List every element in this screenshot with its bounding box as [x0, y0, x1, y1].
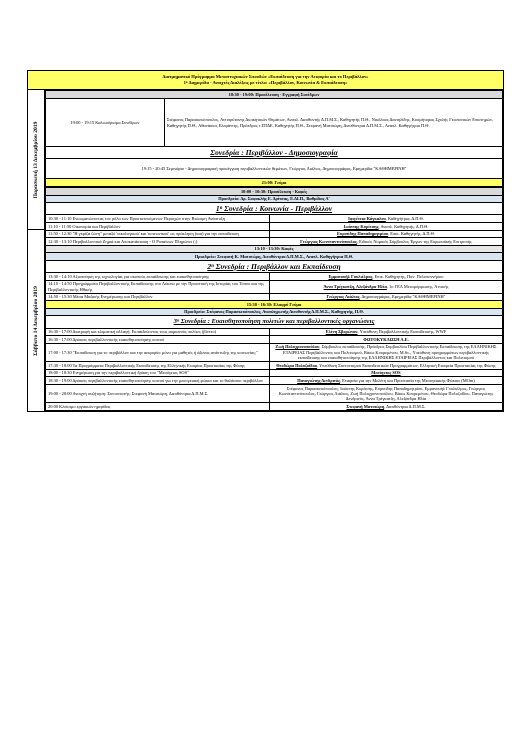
lunch-row: 15:30 - 16:30: Ελαφρύ Γεύμα [46, 301, 503, 309]
talk-speaker: Μεσόγειος SOS [269, 369, 502, 377]
talk-title: 20:00 Κλείσιμο εργασιών ημερίδας [46, 403, 270, 411]
talk-speaker: Θεοδώρα Πολυζοΐδου, Υπεύθυνη Συντονισμού Εκπαιδευτικών Προγραμμάτων, Ελληνική Εταιρεία Προστασίας της Φύσης [269, 362, 502, 370]
talk-speaker: Γεώργιος Λιάλιος, Δημοσιογράφος, Εφημερίδα "ΚΑΘΗΜΕΡΙΝΗ" [269, 293, 502, 301]
talk-title: 10:30 - 11:10 Ενσωματώνοντας τον ρόλο των Προστατευόμενων Περιοχών στην Βιώσιμη Ανάπτυξη [46, 215, 270, 223]
talk-row [46, 362, 503, 370]
talk-title: 16:30 - 17:00 Διατροφή και κλιματική αλλαγή: Εκπαιδεύοντας τους αυριανούς πολίτες (βίντεο) [46, 328, 270, 336]
chair-row-1: Προεδρείο: Δρ. Σοφοκλής Ε. Δρίτσας, Ε.ΔΙ.Π., Βαθμίδας Α' [46, 195, 503, 203]
talk-speaker: Στέφανος Παρασκευόπουλος, Ιωάννης Κυρίτσης, Ευριπίδης Παπαδημητρίου, Εμμανουήλ Γουλιέλμος, Γεώργιος Κωνσταντινόπουλος, Γεώργιος Λιάλιος, Ζωή Πολυχρονοπούλου, Βάσω Κουρεμένου, Θεοδώρα Πολυζοΐδου, Παναγιώτης Δενδρινός, Άννα Τρέγκατζη, Αλεξάνδρα Ηλία [269, 385, 502, 403]
program-header [27, 70, 504, 90]
talk-speaker: Στεφανή Ματσιώρη, Διευθύντρια Δ.Π.Μ.Σ. [269, 403, 502, 411]
header-subtitle: 1ⁿ Διημερίδα - Ανοιχτές Διαλέξεις με τίτλο: «Περιβάλλον, Κοινωνία & Εκπαίδευση» [183, 80, 348, 86]
talk-title: 17:30 - 18:00 Τα Προγράμματα Περιβαλλοντικής Εκπαίδευσης της Ελληνικής Εταιρίας Προστασίας της Φύσης [46, 362, 270, 370]
coffee-row: 13:10 - 13:30: Καφές [46, 245, 503, 253]
chair-row-2: Προεδρείο: Στεφανή Κ. Ματσιώρη, Διευθύντρια Δ.Π.Μ.Σ., Αναπλ. Καθηγήτρια Π.Θ. [46, 253, 503, 261]
talk-speaker: Ιφιγένεια Κάγκαλου, Καθηγήτρια, Δ.Π.Θ. [269, 215, 502, 223]
day-label-friday: Παρασκευή 13 Δεκεμβρίου 2019 [33, 121, 39, 199]
talk-row [46, 385, 503, 403]
dinner-row: 21:00: Γεύμα [46, 179, 503, 187]
talk-title: 11:50 - 12:30 "Η γκρίζα ζώνη" μεταξύ 'οικολογικού' και 'κοινωνικού' ως πρόκληση (και) για την εκπαίδευση [46, 230, 270, 238]
talk-row [46, 293, 503, 301]
talk-row [46, 230, 503, 238]
session-title-3: 3ⁿ Συνεδρία : Ευαισθητοποίηση πολιτών και περιβαλλοντικές οργανώσεις [46, 316, 503, 328]
day-label-saturday: Σάββατο 14 Δεκεμβρίου 2019 [33, 285, 39, 356]
talk-row [46, 222, 503, 230]
welcome-speakers: Στέφανος Παρασκευόπουλος, Αντιπρύτανης Διοικητικών Θεμάτων, Αναπλ. Διευθυντής Δ.Π.Μ.Σ., Καθηγητής Π.Θ., Νικόλαος Δανιηλίδης, Κοσμήτορας Σχολής Γεωπονικών Επιστημών, Καθηγητής Π.Θ., Αθανάσιος Ελεφάντης, Πρόεδρος τ.ΠΤΔΕ, Καθηγητής Π.Θ., Στεφανή Ματσιώρη, Διευθύντρια Δ.Π.Μ.Σ., Αναπλ. Καθηγήτρια Π.Θ. [164, 99, 502, 147]
talk-title: 12:30 - 13:10 Περιβαλλοντικά Ζημιά και Αποκατάσταση - Ο Ρυπαίνων Πληρώνει (;) [46, 238, 270, 246]
talk-speaker: ΦΩΤΟΚΥΚΛΩΣΗ Α.Ε. [269, 336, 502, 344]
talk-title: 14:50 - 15:30 Μέσα Μαζικής Ενημέρωσης και Περιβάλλον [46, 293, 270, 301]
welcome-title: 19:00 - 19:15 Καλωσόρισμα Συνέδρων [46, 99, 165, 147]
talk-title: 17:00 - 17:30 "Εκπαίδευση για το περιβάλλον και την αειφορία: μόνο για μαθητές ή άξονας ανάπτυξης της κοινωνίας;" [46, 343, 270, 361]
day2-table [45, 187, 503, 411]
talk-title: 14:10 - 14:50 Προγράμματα Περιβαλλοντικής Εκπαίδευσης στο Λύκειο με την Προοπτική της Ιστορίας του Τόπου και της Περιβαλλοντικής Ηθικής [46, 280, 270, 293]
header-title: Διατμηματικό Πρόγραμμα Μεταπτυχιακών Σπουδών «Εκπαίδευση για την Αειφορία και το Περιβάλλον» [162, 74, 369, 79]
talk-row [46, 273, 503, 281]
chair-row-3: Προεδρείο: Στέφανος Παρασκευόπουλος, Αναπληρωτής Διευθυντής Δ.Π.Μ.Σ., Καθηγητής, Π.Θ. [46, 308, 503, 316]
talk-row [46, 336, 503, 344]
talk-row [46, 369, 503, 377]
talk-row [46, 328, 503, 336]
welcome-row [46, 99, 503, 147]
session-title-journalism: Συνεδρία : Περιβάλλον - Δημοσιογραφία [46, 147, 503, 159]
talk-row [46, 377, 503, 385]
session-title-1: 1ⁿ Συνεδρία : Κοινωνία - Περιβάλλον [46, 203, 503, 215]
talk-title: 18:30 - 19:00 Δράσεις περιβαλλοντικής ευαισθητοποίησης κοινού για την μεσογειακή φώκια και το θαλάσσιο περιβάλλον [46, 377, 270, 385]
talk-speaker: Ευριπίδης Παπαδημητρίου, Επικ. Καθηγητής, Δ.Π.Θ. [269, 230, 502, 238]
program-content [45, 90, 503, 411]
day-cell-saturday [28, 230, 44, 411]
talk-speaker: Γεώργιος Κωνσταντινόπουλος, Ειδικός Νομικός Σύμβουλος Έργων της Ευρωπαϊκής Επιτροπής [269, 238, 502, 246]
talk-title: 13:30 - 14:10 Αξιοποίηση της τεχνολογίας για σκοπούς εκπαίδευσης και ευαισθητοποίησης [46, 273, 270, 281]
talk-title: 18:00 - 18:30 Ενημέρωση για την περιβαλλοντική δράση του "Μεσόγειος SOS" [46, 369, 270, 377]
registration-row: 18:30 - 19:00: Προσέλευση - Εγγραφή Συνέδρων [46, 91, 503, 99]
talk-row [46, 343, 503, 361]
day-column [28, 90, 45, 411]
talk-speaker: Ιωάννης Κυρίτσης, Αναπλ. Καθηγητής, Δ.Π.Θ. [269, 222, 502, 230]
talk-speaker: Ζωή Πολυχρονοπούλου, Σύμβουλος εκπαίδευσης, Πρόεδρος Συμβουλίου Περιβαλλοντικής Εκπαίδευσης της ΕΛΛΗΝΙΚΗΣ ΕΤΑΙΡΕΙΑΣ Περιβάλλοντος και Πολιτισμού, Βάσω Κουρεμένου, M.Sc., Υπεύθυνη προγραμμάτων περιβαλλοντικής εκπαίδευσης και ευαισθητοποίησης της ΕΛΛΗΝΙΚΗΣ ΕΤΑΙΡΕΙΑΣ Περιβάλλοντος και Πολιτισμού [269, 343, 502, 361]
talk-speaker: Άννα Τρέγκατζη, Αλεξάνδρα Ηλία, 1ο ΓΕΛ Μεταμόρφωσης, Αττικής [269, 280, 502, 293]
talk-title: 19:00 - 20:00 Ανοιχτή συζήτηση: Συντονιστής: Στεφανή Ματσιώρη, Διευθύντρια Δ.Π.Μ.Σ. [46, 385, 270, 403]
day1-table [45, 90, 503, 187]
seminar-row: 19:15 - 20:45 Σεμινάριο - Δημοσιογραφική προσέγγιση περιβαλλοντικών θεμάτων, Γεώργιος Λιάλιος, Δημοσιογράφος, Εφημερίδα "ΚΑΘΗΜΕΡΙΝΗ" [46, 159, 503, 179]
arrival-row: 10:00 - 10:30: Προσέλευση - Καφές [46, 187, 503, 195]
talk-speaker: Παναγιώτης Δενδρινός, Εταιρεία για την Μελέτη και Προστασία της Μεσογειακής Φώκιας (ΜΟm) [269, 377, 502, 385]
talk-speaker: Ελένη Σβορώνου, Υπεύθυνη Περιβαλλοντικής Εκπαίδευσης, WWF [269, 328, 502, 336]
talk-row [46, 238, 503, 246]
talk-row [46, 280, 503, 293]
program-body [27, 90, 504, 412]
talk-speaker: Εμμανουήλ Γουλιέλμος, Επικ. Καθηγητής, Παν. Πελοποννήσου [269, 273, 502, 281]
session-title-2: 2ⁿ Συνεδρία : Περιβάλλον και Εκπαίδευση [46, 260, 503, 272]
talk-row [46, 215, 503, 223]
talk-row [46, 403, 503, 411]
day-cell-friday [28, 90, 44, 230]
program-page [27, 70, 504, 412]
talk-title: 11:10 - 11:50 Οικονομία και Περιβάλλον [46, 222, 270, 230]
talk-title: 16:30 - 17:00 Δράσεις περιβαλλοντικής ευαισθητοποίησης κοινού [46, 336, 270, 344]
